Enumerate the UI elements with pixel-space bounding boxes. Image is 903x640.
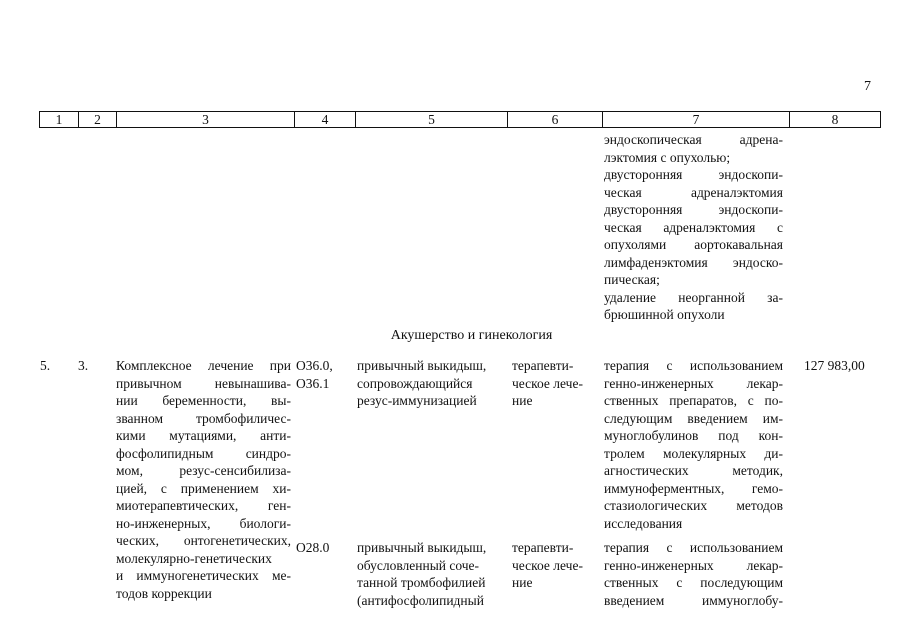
continued-methods (604, 131, 783, 324)
text-line: пическая; (604, 272, 660, 287)
col-header-7: 7 (603, 112, 790, 128)
text-line: (антифосфолипидный (357, 592, 484, 608)
text-line: привычный выкидыш, (357, 540, 487, 555)
row-number: 5. (40, 358, 51, 373)
text-line: ческих, онтогенетических, (116, 533, 291, 548)
text-line: терапевти- (512, 358, 574, 373)
section-title: Акушерство и гинекология (390, 328, 553, 343)
text-line: ние (512, 575, 533, 590)
text-line: цией, с применением хи- (116, 480, 291, 496)
text-line: агностических методик, (604, 463, 783, 478)
text-line: муноглобулинов под кон- (604, 428, 783, 443)
icd-code: O36.1 (296, 375, 330, 391)
text-line: танной тромбофилией (357, 575, 486, 590)
text-line: генно-инженерных лекар- (604, 375, 783, 391)
icd-codes (296, 539, 356, 557)
icd-code: O28.0 (296, 540, 330, 555)
text-line: кими мутациями, анти- (116, 428, 291, 443)
icd-codes (296, 357, 356, 392)
text-line: Комплексное лечение при (116, 358, 291, 373)
text-line: обусловленный соче- (357, 557, 480, 573)
text-line: введением иммуноглобу- (604, 592, 783, 608)
text-line: фосфолипидным синдро- (116, 445, 291, 461)
text-line: званном тромбофиличес- (116, 410, 291, 426)
text-line: терапия с использованием (604, 358, 783, 373)
page-number: 7 (864, 79, 871, 94)
text-line: лимфаденэктомия эндоско- (604, 254, 783, 270)
vmp-name (116, 357, 291, 602)
text-line: привычном невынашива- (116, 375, 291, 391)
text-line: иммуноферментных, гемо- (604, 480, 783, 496)
text-line: стазиологических методов (604, 498, 783, 513)
text-line: эндоскопическая адрена- (604, 132, 783, 147)
text-line: терапевти- (512, 540, 574, 555)
text-line: нии беременности, вы- (116, 393, 291, 408)
treatment-method (604, 539, 783, 609)
treatment-type (512, 357, 597, 410)
text-line: двусторонняя эндоскопи- (604, 202, 783, 217)
text-line: молекулярно-генетических (116, 550, 272, 566)
text-line: тролем молекулярных ди- (604, 445, 783, 461)
treatment-type (512, 539, 597, 592)
text-line: привычный выкидыш, (357, 358, 487, 373)
column-number-header (39, 111, 881, 128)
cost-value: 127 983,00 (804, 358, 865, 373)
text-line: ние (512, 393, 533, 408)
text-line: опухолями аортокавальная (604, 237, 783, 252)
col-header-1: 1 (40, 112, 79, 128)
patient-model (357, 539, 505, 609)
text-line: ческая адреналэктомия с (604, 219, 783, 235)
text-line: но-инженерных, биологи- (116, 515, 291, 531)
patient-model (357, 357, 505, 410)
text-line: лэктомия с опухолью; (604, 149, 731, 165)
text-line: генно-инженерных лекар- (604, 557, 783, 573)
group-number: 3. (78, 358, 89, 373)
text-line: терапия с использованием (604, 540, 783, 555)
text-line: резус-иммунизацией (357, 393, 477, 408)
col-header-3: 3 (117, 112, 295, 128)
col-header-6: 6 (508, 112, 603, 128)
text-line: тодов коррекции (116, 585, 212, 601)
text-line: ческое лече- (512, 375, 583, 391)
text-line: брюшинной опухоли (604, 307, 725, 322)
text-line: миотерапевтических, ген- (116, 498, 291, 513)
col-header-4: 4 (295, 112, 356, 128)
text-line: и иммуногенетических ме- (116, 568, 291, 583)
text-line: ческая адреналэктомия (604, 184, 783, 200)
text-line: удаление неорганной за- (604, 289, 783, 305)
text-line: мом, резус-сенсибилиза- (116, 463, 291, 478)
col-header-5: 5 (356, 112, 508, 128)
col-header-2: 2 (79, 112, 117, 128)
treatment-method (604, 357, 783, 532)
text-line: ственных препаратов, с по- (604, 393, 783, 408)
icd-code: O36.0, (296, 358, 333, 373)
text-line: двусторонняя эндоскопи- (604, 167, 783, 182)
text-line: ственных с последующим (604, 575, 783, 590)
text-line: ческое лече- (512, 557, 583, 573)
text-line: сопровождающийся (357, 375, 473, 391)
text-line: следующим введением им- (604, 410, 783, 426)
text-line: исследования (604, 515, 683, 531)
col-header-8: 8 (790, 112, 881, 128)
